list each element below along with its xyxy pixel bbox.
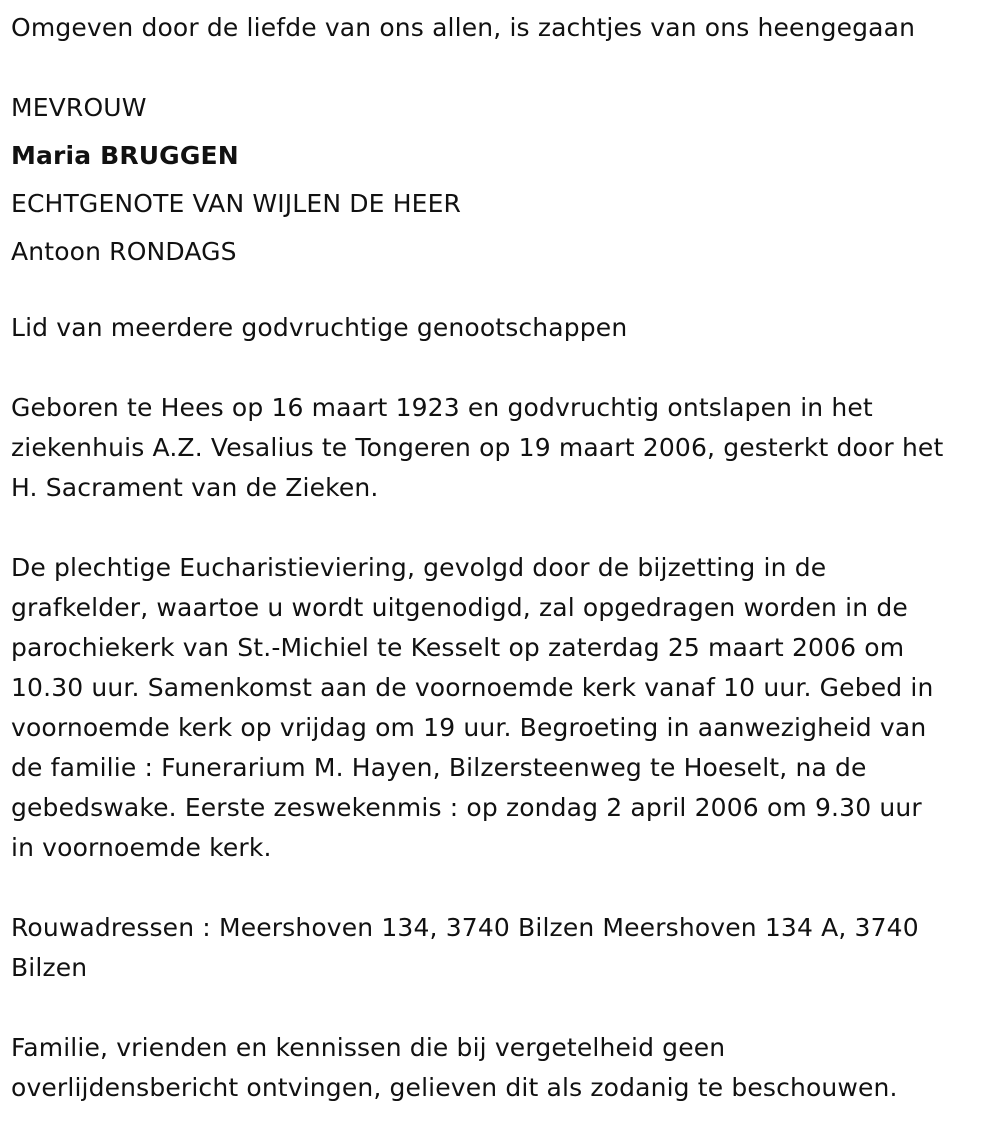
- spacer: [11, 276, 990, 308]
- spacer: [11, 348, 990, 388]
- paragraph-line: Bilzen: [11, 953, 88, 982]
- membership-text: Lid van meerdere godvruchtige genootschappen: [11, 313, 628, 342]
- paragraph-line: overlijdensbericht ontvingen, gelieven dit als zodanig te beschouwen.: [11, 1073, 898, 1102]
- paragraph-line: ziekenhuis A.Z. Vesalius te Tongeren op 19 maart 2006, gesterkt door het: [11, 433, 944, 462]
- spacer: [11, 508, 990, 548]
- paragraph-line: Familie, vrienden en kennissen die bij vergetelheid geen: [11, 1033, 726, 1062]
- spacer: [11, 988, 990, 1028]
- birth-death-paragraph: [11, 388, 990, 508]
- closing-paragraph: [11, 1028, 990, 1108]
- paragraph-line: H. Sacrament van de Zieken.: [11, 473, 379, 502]
- title-line: MEVROUW: [11, 93, 147, 122]
- paragraph-line: voornoemde kerk op vrijdag om 19 uur. Begroeting in aanwezigheid van: [11, 713, 927, 742]
- paragraph-line: in voornoemde kerk.: [11, 833, 272, 862]
- spacer: [11, 868, 990, 908]
- ceremony-paragraph: [11, 548, 990, 868]
- paragraph-line: Rouwadressen : Meershoven 134, 3740 Bilzen Meershoven 134 A, 3740: [11, 913, 919, 942]
- addresses-paragraph: [11, 908, 990, 988]
- deceased-name: Maria BRUGGEN: [11, 141, 239, 170]
- paragraph-line: parochiekerk van St.-Michiel te Kesselt op zaterdag 25 maart 2006 om: [11, 633, 905, 662]
- paragraph-line: de familie : Funerarium M. Hayen, Bilzersteenweg te Hoeselt, na de: [11, 753, 867, 782]
- spouse-name: Antoon RONDAGS: [11, 237, 237, 266]
- paragraph-line: gebedswake. Eerste zeswekenmis : op zondag 2 april 2006 om 9.30 uur: [11, 793, 922, 822]
- spacer: [11, 52, 990, 84]
- paragraph-line: grafkelder, waartoe u wordt uitgenodigd, zal opgedragen worden in de: [11, 593, 908, 622]
- paragraph-line: De plechtige Eucharistieviering, gevolgd door de bijzetting in de: [11, 553, 827, 582]
- intro-text: Omgeven door de liefde van ons allen, is zachtjes van ons heengegaan: [11, 13, 916, 42]
- paragraph-line: 10.30 uur. Samenkomst aan de voornoemde kerk vanaf 10 uur. Gebed in: [11, 673, 934, 702]
- paragraph-line: Geboren te Hees op 16 maart 1923 en godvruchtig ontslapen in het: [11, 393, 873, 422]
- relation-line: ECHTGENOTE VAN WIJLEN DE HEER: [11, 189, 462, 218]
